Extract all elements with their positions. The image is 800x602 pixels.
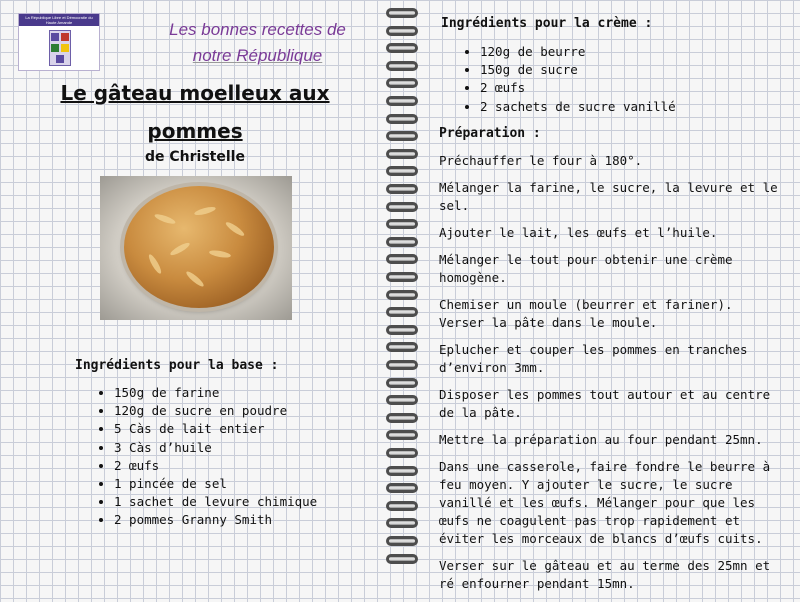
spiral-ring <box>386 448 418 458</box>
apple-cake-image <box>124 186 274 308</box>
cream-ingredients-heading: Ingrédients pour la crème : <box>441 16 653 31</box>
spiral-ring <box>386 78 418 88</box>
spiral-binding <box>380 0 425 573</box>
spiral-ring <box>386 430 418 440</box>
list-item: • 1 sachet de levure chimique <box>114 493 384 511</box>
spiral-ring <box>386 466 418 476</box>
spiral-ring <box>386 237 418 247</box>
spiral-ring <box>386 8 418 18</box>
recipe-author: de Christelle <box>145 149 245 165</box>
spiral-ring <box>386 554 418 564</box>
step-text: Mélanger le tout pour obtenir une crème homogène. <box>439 252 733 285</box>
step-text: Mélanger la farine, le sucre, la levure et le sel. <box>439 180 778 213</box>
spiral-ring <box>386 43 418 53</box>
brand-line-2: notre République <box>192 46 323 65</box>
list-item: • 2 œufs <box>114 457 384 475</box>
step-text: Préchauffer le four à 180°. <box>439 153 643 168</box>
step-text: Verser sur le gâteau et au terme des 25mn et ré enfourner pendant 15mn. <box>439 558 771 591</box>
spiral-ring <box>386 483 418 493</box>
spiral-ring <box>386 290 418 300</box>
spiral-ring <box>386 26 418 36</box>
spiral-ring <box>386 149 418 159</box>
spiral-ring <box>386 325 418 335</box>
spiral-ring <box>386 114 418 124</box>
cake-photo <box>100 176 292 320</box>
logo-text: La République Libre et Démocratie du Haute Amande <box>25 15 93 25</box>
spiral-ring <box>386 307 418 317</box>
list-item: • 120g de sucre en poudre <box>114 402 384 420</box>
recipe-title: Le gâteau moelleux aux pommes <box>60 81 330 143</box>
base-ingredients-list <box>96 384 384 530</box>
spiral-ring <box>386 378 418 388</box>
spiral-ring <box>386 166 418 176</box>
step-text: Disposer les pommes tout autour et au centre de la pâte. <box>439 387 771 420</box>
spiral-ring <box>386 219 418 229</box>
list-item: • 2 œufs <box>480 79 780 97</box>
step-text: Mettre la préparation au four pendant 25mn. <box>439 432 763 447</box>
spiral-ring <box>386 501 418 511</box>
base-ingredients-heading: Ingrédients pour la base : <box>75 358 279 373</box>
left-page <box>0 0 380 573</box>
cream-ingredients-list <box>462 43 780 116</box>
preparation-heading: Préparation : <box>439 126 541 141</box>
spiral-ring <box>386 61 418 71</box>
list-item: • 3 Càs d’huile <box>114 439 384 457</box>
spiral-ring <box>386 536 418 546</box>
spiral-ring <box>386 202 418 212</box>
coat-of-arms-icon <box>49 30 71 66</box>
brand-line-1: Les bonnes recettes de <box>169 20 346 39</box>
step-text: Dans une casserole, faire fondre le beurre à feu moyen. Y ajouter le sucre, le sucre vanillé et les œufs. Mélanger pour que les œufs ne coagulent pas trop rapidement et éviter les morceaux de blancs d’œufs cuits. <box>439 459 771 546</box>
spiral-ring <box>386 254 418 264</box>
spiral-ring <box>386 342 418 352</box>
spiral-ring <box>386 395 418 405</box>
list-item: • 120g de beurre <box>480 43 780 61</box>
spiral-ring <box>386 360 418 370</box>
republic-logo <box>18 13 100 71</box>
preparation-steps <box>439 152 779 602</box>
spiral-ring <box>386 131 418 141</box>
spiral-ring <box>386 518 418 528</box>
spiral-ring <box>386 184 418 194</box>
spiral-ring <box>386 96 418 106</box>
list-item: • 2 pommes Granny Smith <box>114 511 384 529</box>
list-item: • 5 Càs de lait entier <box>114 420 384 438</box>
spiral-ring <box>386 413 418 423</box>
list-item: • 150g de farine <box>114 384 384 402</box>
list-item: • 150g de sucre <box>480 61 780 79</box>
spiral-ring <box>386 272 418 282</box>
step-text: Eplucher et couper les pommes en tranches d’environ 3mm. <box>439 342 748 375</box>
step-text: Ajouter le lait, les œufs et l’huile. <box>439 225 718 240</box>
step-text: Chemiser un moule (beurrer et fariner). Verser la pâte dans le moule. <box>439 297 733 330</box>
list-item: • 1 pincée de sel <box>114 475 384 493</box>
list-item: • 2 sachets de sucre vanillé <box>480 98 780 116</box>
